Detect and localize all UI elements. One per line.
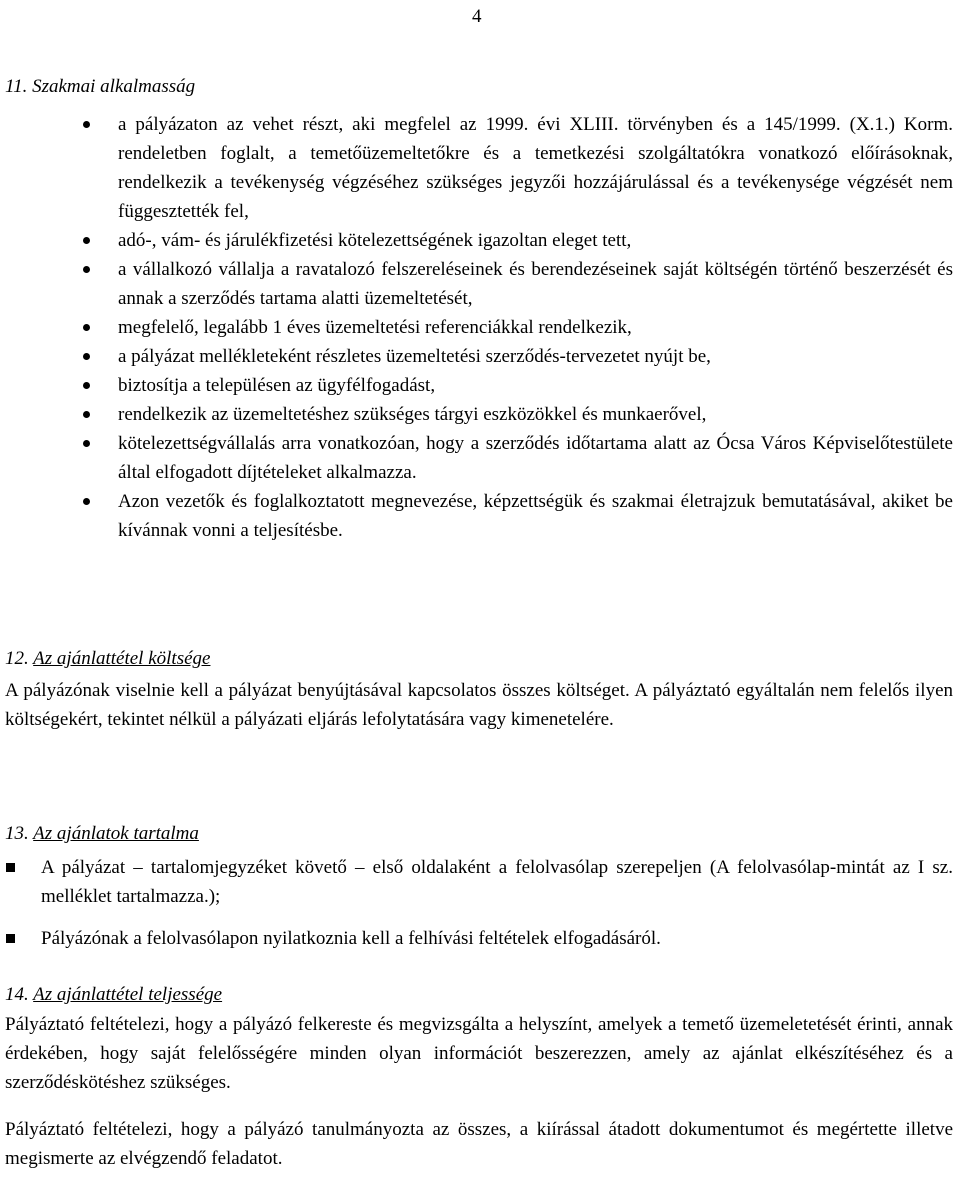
bullet-text: a vállalkozó vállalja a ravatalozó felszereléseinek és berendezéseinek saját költségén történő beszerzését és annak a szerződés tartama alatti üzemeltetését, bbox=[118, 259, 953, 309]
section-14-paragraph-1: Pályáztató feltételezi, hogy a pályázó felkereste és megvizsgálta a helyszínt, amelyek a temető üzemeletetését érinti, annak érdekében, hogy saját felelősségére minden olyan információt beszerezzen, amely az ajánlat elkészítéséhez és a szerződéskötéshez szükséges. bbox=[5, 1014, 953, 1093]
section-14 bbox=[5, 980, 953, 1173]
section-14-title: Az ajánlattétel teljessége bbox=[33, 984, 223, 1005]
bullet-icon bbox=[83, 266, 90, 273]
bullet-item bbox=[5, 487, 953, 545]
section-11-number: 11. bbox=[5, 76, 28, 97]
bullet-icon bbox=[83, 382, 90, 389]
bullet-item bbox=[5, 226, 953, 255]
bullet-text: Azon vezetők és foglalkoztatott megnevezése, képzettségük és szakmai életrajzuk bemutatásával, akiket be kívánnak vonni a teljesítésbe. bbox=[118, 491, 953, 541]
section-11 bbox=[5, 72, 953, 545]
bullet-text: a pályázat mellékleteként részletes üzemeltetési szerződés-tervezetet nyújt be, bbox=[118, 346, 711, 367]
bullet-item bbox=[5, 110, 953, 226]
bullet-item bbox=[5, 255, 953, 313]
square-item-text: Pályázónak a felolvasólapon nyilatkoznia kell a felhívási feltételek elfogadásáról. bbox=[41, 928, 661, 949]
bullet-icon bbox=[83, 324, 90, 331]
bullet-item bbox=[5, 313, 953, 342]
bullet-text: a pályázaton az vehet részt, aki megfelel az 1999. évi XLIII. törvényben és a 145/1999. (X.1.) Korm. rendeletben foglalt, a temetőüzemeltetőkre és a temetkezési szolgáltatókra vonatkozó előírásoknak, rendelkezik a tevékenység végzéséhez szükséges jegyzői hozzájárulással és a tevékenysége végzését nem függesztették fel, bbox=[118, 114, 953, 222]
bullet-text: kötelezettségvállalás arra vonatkozóan, hogy a szerződés időtartama alatt az Ócsa Város Képviselőtestülete által elfogadott díjtételeket alkalmazza. bbox=[118, 433, 953, 483]
section-13 bbox=[5, 819, 953, 966]
bullet-text: megfelelő, legalább 1 éves üzemeltetési referenciákkal rendelkezik, bbox=[118, 317, 632, 338]
bullet-item bbox=[5, 371, 953, 400]
bullet-text: adó-, vám- és járulékfizetési kötelezettségének igazoltan eleget tett, bbox=[118, 230, 632, 251]
section-12-paragraph: A pályázónak viselnie kell a pályázat benyújtásával kapcsolatos összes költséget. A pályáztató egyáltalán nem felelős ilyen költségekért, tekintet nélkül a pályázati eljárás lefolytatására vagy kimenetelére. bbox=[5, 680, 953, 730]
section-14-paragraph-2: Pályáztató feltételezi, hogy a pályázó tanulmányozta az összes, a kiírással átadott dokumentumot és megértette illetve megismerte az elvégzendő feladatot. bbox=[5, 1119, 953, 1169]
section-14-number: 14. bbox=[5, 984, 29, 1005]
bullet-icon bbox=[83, 498, 90, 505]
square-item bbox=[5, 853, 953, 911]
section-12 bbox=[5, 644, 953, 734]
square-item-text: A pályázat – tartalomjegyzéket követő – első oldalaként a felolvasólap szerepeljen (A felolvasólap-mintát az I sz. melléklet tartalmazza.); bbox=[41, 857, 953, 907]
square-bullet-icon bbox=[6, 934, 15, 943]
section-11-title: Szakmai alkalmasság bbox=[32, 76, 196, 97]
bullet-text: rendelkezik az üzemeltetéshez szükséges tárgyi eszközökkel és munkaerővel, bbox=[118, 404, 707, 425]
bullet-text: biztosítja a településen az ügyfélfogadást, bbox=[118, 375, 436, 396]
section-13-title: Az ajánlatok tartalma bbox=[33, 823, 199, 844]
bullet-icon bbox=[83, 411, 90, 418]
bullet-icon bbox=[83, 121, 90, 128]
section-11-heading bbox=[5, 72, 953, 101]
section-12-heading bbox=[5, 644, 953, 673]
bullet-icon bbox=[83, 353, 90, 360]
bullet-item bbox=[5, 400, 953, 429]
bullet-icon bbox=[83, 237, 90, 244]
bullet-item bbox=[5, 429, 953, 487]
square-item bbox=[5, 924, 953, 953]
bullet-item bbox=[5, 342, 953, 371]
section-12-number: 12. bbox=[5, 648, 29, 669]
page-number: 4 bbox=[472, 6, 482, 27]
section-13-number: 13. bbox=[5, 823, 29, 844]
bullet-icon bbox=[83, 440, 90, 447]
square-bullet-icon bbox=[6, 863, 15, 872]
section-12-title: Az ajánlattétel költsége bbox=[33, 648, 211, 669]
section-13-list bbox=[5, 853, 953, 953]
section-13-heading bbox=[5, 819, 953, 848]
section-11-bullet-list bbox=[5, 110, 953, 545]
section-14-heading bbox=[5, 980, 953, 1009]
